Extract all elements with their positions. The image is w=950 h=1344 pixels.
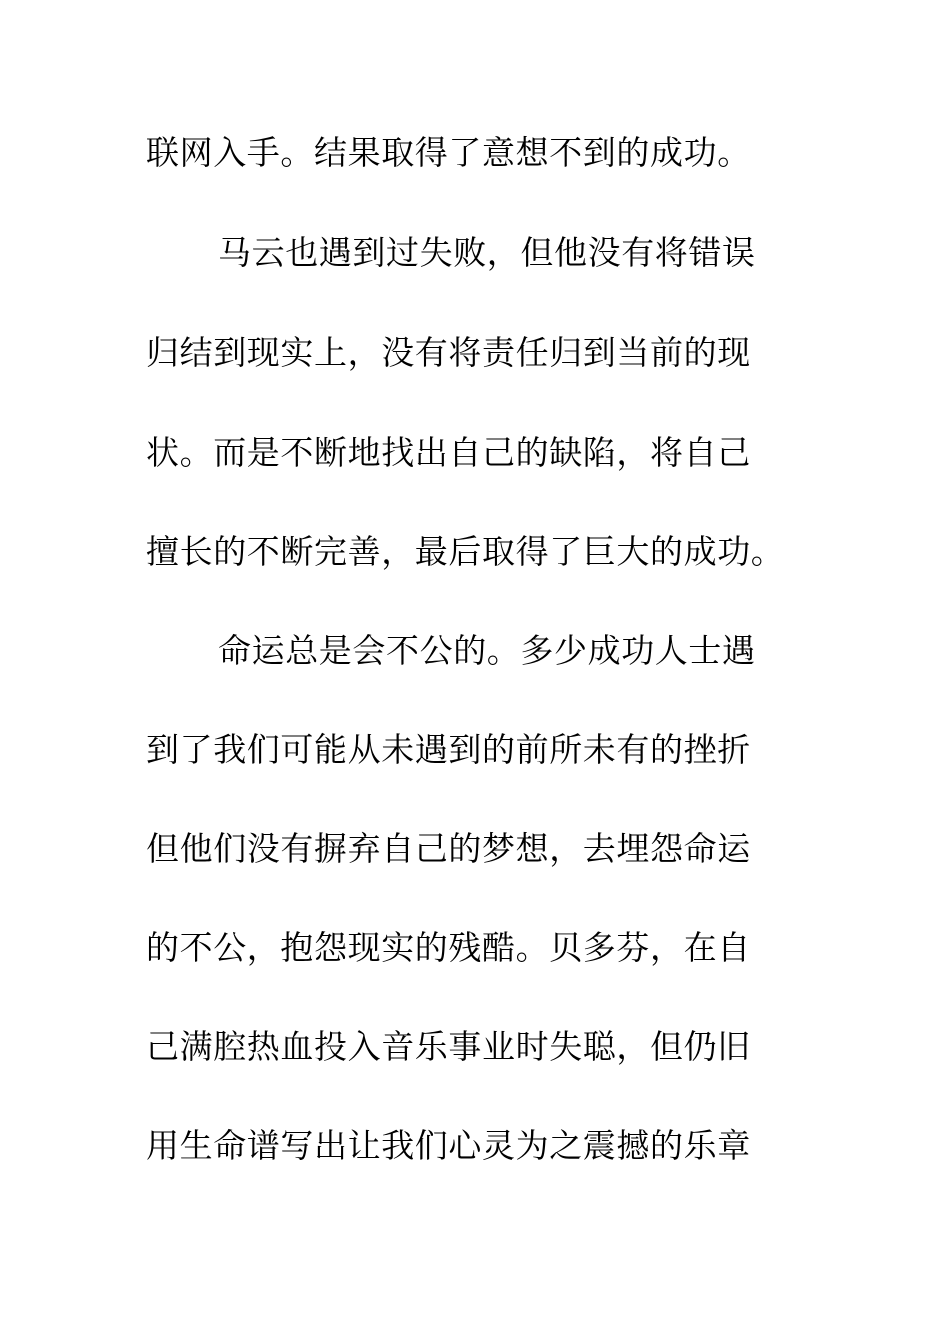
text-line: 但他们没有摒弃自己的梦想，去埋怨命运 bbox=[146, 829, 751, 868]
text-line: 己满腔热血投入音乐事业时失聪，但仍旧 bbox=[146, 1027, 751, 1066]
text-line: 联网入手。结果取得了意想不到的成功。 bbox=[146, 133, 751, 172]
paragraph-start-line: 马云也遇到过失败，但他没有将错误 bbox=[218, 233, 756, 272]
text-line: 用生命谱写出让我们心灵为之震撼的乐章 bbox=[146, 1126, 751, 1165]
text-line: 归结到现实上，没有将责任归到当前的现 bbox=[146, 333, 751, 372]
text-line: 擅长的不断完善，最后取得了巨大的成功。 bbox=[146, 532, 785, 571]
text-line: 到了我们可能从未遇到的前所未有的挫折 bbox=[146, 730, 751, 769]
text-line: 状。而是不断地找出自己的缺陷，将自己 bbox=[146, 433, 751, 472]
paragraph-start-line: 命运总是会不公的。多少成功人士遇 bbox=[218, 631, 756, 670]
text-line: 的不公，抱怨现实的残酷。贝多芬，在自 bbox=[146, 928, 751, 967]
